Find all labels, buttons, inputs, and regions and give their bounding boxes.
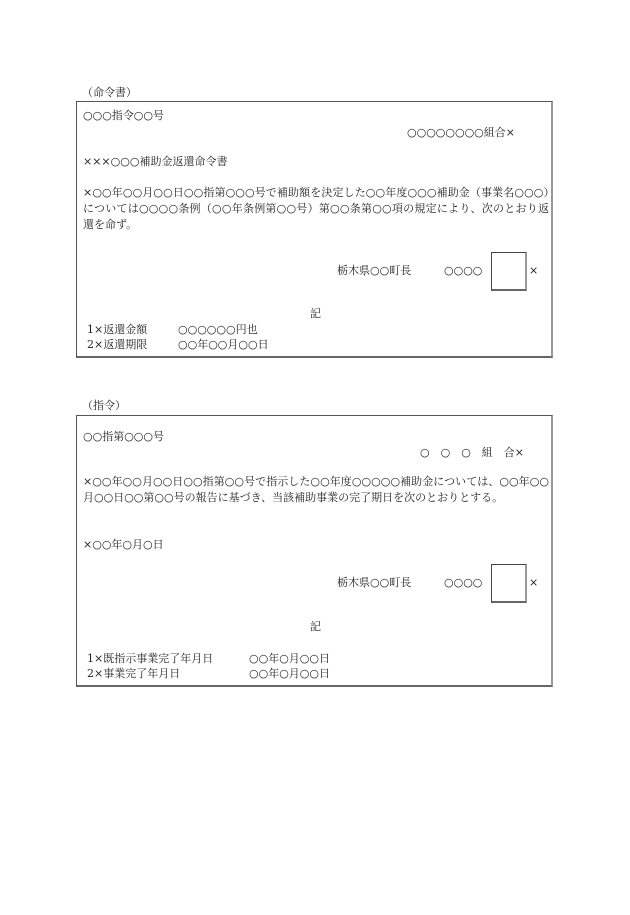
item-value: ○○年○○月○○日 [178, 338, 269, 351]
ki-heading: 記 [310, 620, 321, 633]
signer-title: 栃木県○○町長 [337, 264, 412, 277]
item-value: ○○○○○○円也 [178, 323, 258, 336]
signer-title: 栃木県○○町長 [337, 576, 412, 589]
item-label: 2×返還期限 [87, 338, 148, 351]
seal-box [491, 564, 527, 603]
item-value: ○○年○月○○日 [249, 667, 330, 680]
section-label-directive: （指令） [82, 399, 126, 412]
document-number: ○○指第○○○号 [83, 430, 164, 443]
seal-box [491, 252, 527, 291]
item-label: 1×既指示事業完了年月日 [87, 652, 214, 665]
item-value: ○○年○月○○日 [249, 652, 330, 665]
directive-document-box [76, 415, 553, 687]
document-number: ○○○指令○○号 [83, 109, 164, 122]
signer-name: ○○○○ [444, 264, 483, 277]
addressee: ○ ○ ○ 組 合× [420, 446, 525, 459]
order-document-box [76, 101, 553, 358]
document-title: ×××○○○補助金返還命令書 [83, 155, 228, 168]
item-label: 1×返還金額 [87, 323, 148, 336]
document-body: ×○○年○○月○○日○○指第○○○号で補助額を決定した○○年度○○○補助金（事業名○○○）については○○○○条例（○○年条例第○○号）第○○条第○○項の規定により、次のとおり返還を命ず。 [83, 186, 549, 231]
seal-mark: × [529, 576, 539, 589]
addressee: ○○○○○○○○組合× [407, 126, 516, 139]
document-body: ×○○年○○月○○日○○指第○○号で指示した○○年度○○○○○補助金については、○○年○○月○○日○○第○○号の報告に基づき、当該補助事業の完了期日を次のとおりとする。 [83, 475, 549, 504]
item-label: 2×事業完了年月日 [87, 667, 181, 680]
signer-name: ○○○○ [444, 576, 483, 589]
document-date: ×○○年○月○日 [83, 538, 164, 551]
section-label-order: （命令書） [82, 86, 137, 99]
seal-mark: × [529, 264, 539, 277]
ki-heading: 記 [310, 307, 321, 320]
